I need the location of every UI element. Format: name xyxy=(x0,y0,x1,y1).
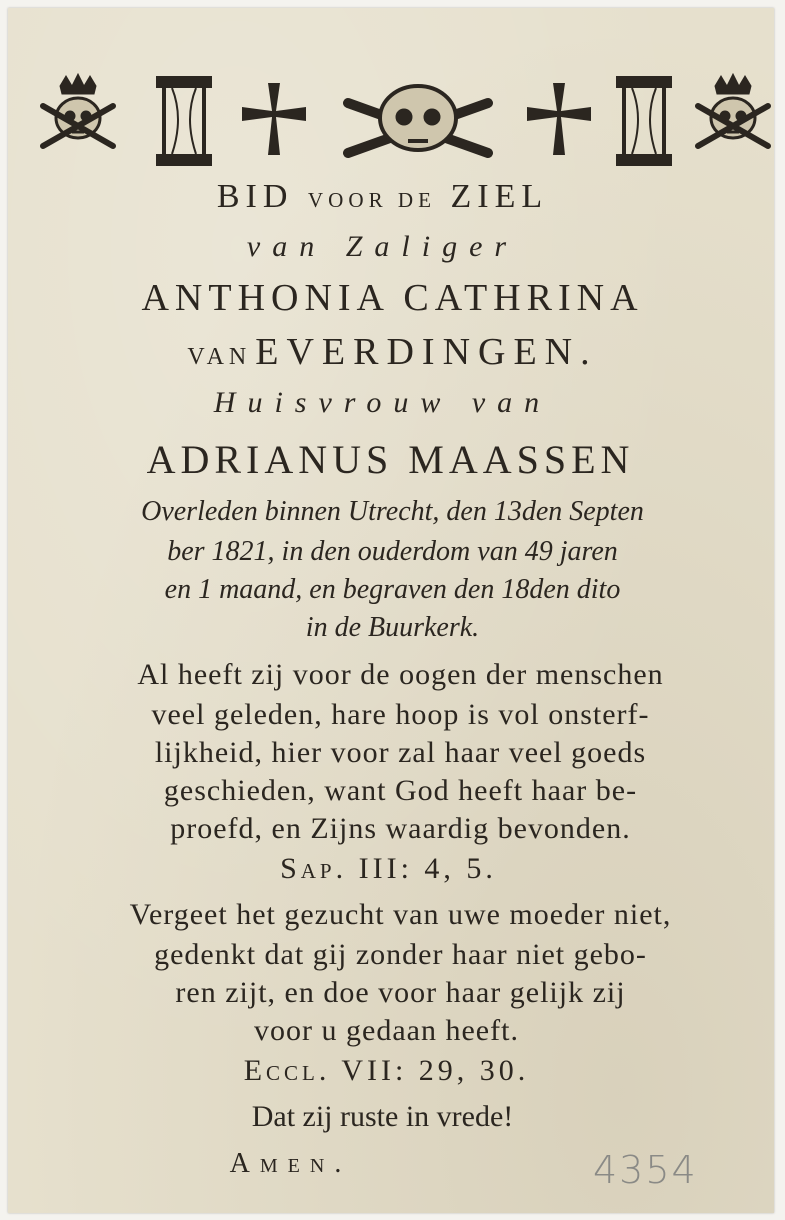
title-ziel: ZIEL xyxy=(450,178,549,215)
scripture-reference xyxy=(8,1054,774,1088)
catalog-number: 4354 xyxy=(593,1148,698,1192)
closing-prayer: Dat zij ruste in vrede! xyxy=(251,1100,514,1133)
surname-prefix: VAN xyxy=(187,344,252,370)
hourglass-icon xyxy=(158,78,210,164)
verse-line: Vergeet het gezucht van uwe moeder niet, xyxy=(129,898,672,931)
reference-book: Eccl. xyxy=(243,1054,331,1087)
title-line-pray xyxy=(8,178,774,216)
crowned-skull-icon xyxy=(698,74,768,146)
cross-pattee-icon xyxy=(242,83,306,155)
ornament-row xyxy=(38,68,774,178)
death-notice-line: Overleden binnen Utrecht, den 13den Septen xyxy=(141,496,644,527)
reference-verses: VII: 29, 30. xyxy=(341,1054,530,1087)
memorial-card xyxy=(8,8,774,1213)
surname: EVERDINGEN. xyxy=(255,331,598,373)
scripture-reference xyxy=(8,852,774,886)
title-line-zaliger: van Zaliger xyxy=(246,230,519,263)
cross-pattee-icon xyxy=(527,83,591,155)
reference-verses: III: 4, 5. xyxy=(358,852,497,885)
hourglass-icon xyxy=(618,78,670,164)
amen: Amen. xyxy=(229,1148,352,1179)
death-notice-line: ber 1821, in den ouderdom van 49 jaren xyxy=(167,536,618,567)
crowned-skull-icon xyxy=(43,74,113,146)
verse-line: ren zijt, en doe voor haar gelijk zij xyxy=(175,976,626,1009)
verse-line: lijkheid, hier voor zal haar veel goeds xyxy=(154,736,647,769)
reference-book: Sap. xyxy=(280,852,348,885)
deceased-name: ANTHONIA CATHRINA xyxy=(141,277,644,319)
death-notice-line: in de Buurkerk. xyxy=(305,612,480,643)
verse-line: veel geleden, hare hoop is vol onsterf- xyxy=(151,698,650,731)
death-notice-line: en 1 maand, en begraven den 18den dito xyxy=(164,574,621,605)
title-bid: BID xyxy=(216,178,294,215)
husband-name: ADRIANUS MAASSEN xyxy=(146,437,635,482)
verse-line: proefd, en Zijns waardig bevonden. xyxy=(170,812,631,845)
wife-of-line: Huisvrouw van xyxy=(213,386,552,419)
title-voor-de: VOOR DE xyxy=(307,188,436,212)
verse-line: geschieden, want God heeft haar be- xyxy=(163,774,638,807)
deceased-surname-line xyxy=(8,330,774,374)
verse-line: Al heeft zij voor de oogen der menschen xyxy=(137,658,664,691)
skull-crossbones-icon xyxy=(348,86,488,153)
verse-line: voor u gedaan heeft. xyxy=(254,1014,519,1047)
verse-line: gedenkt dat gij zonder haar niet gebo- xyxy=(154,938,647,971)
